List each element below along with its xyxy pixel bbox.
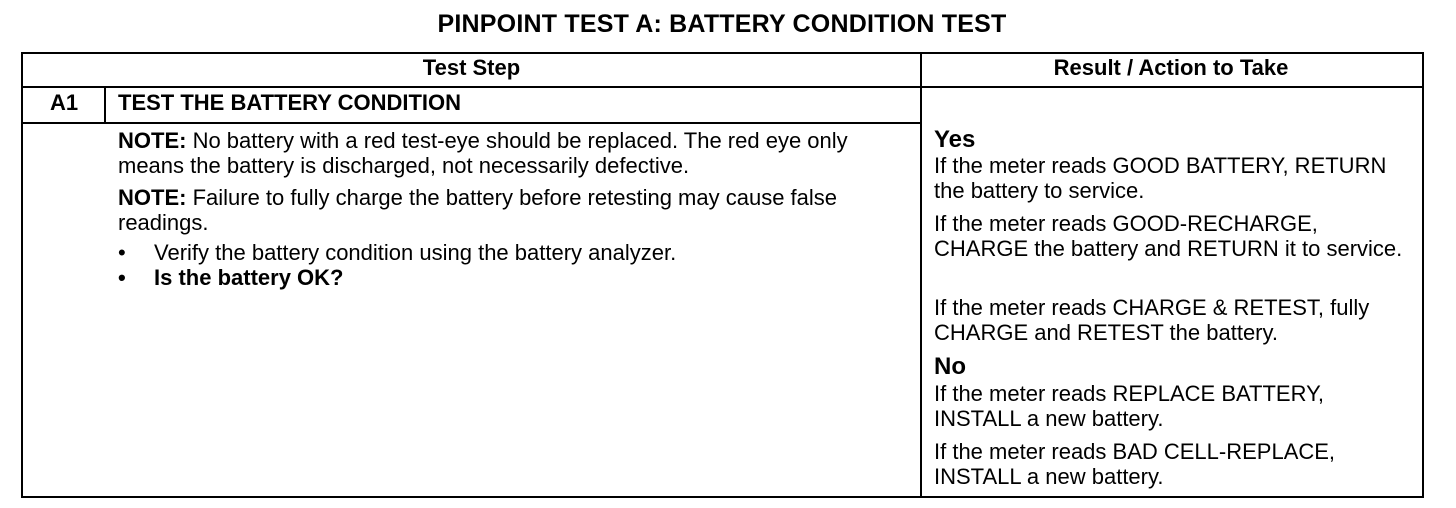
header-result-action: Result / Action to Take [1053, 55, 1289, 80]
result-yes-item: If the meter reads GOOD BATTERY, RETURN the battery to service. [934, 153, 1387, 203]
bullet-item-question [118, 265, 343, 290]
header-divider [21, 86, 1422, 88]
column-divider [920, 52, 922, 496]
bullet-dot-icon: • [118, 240, 126, 265]
result-yes-item: If the meter reads CHARGE & RETEST, fully CHARGE and RETEST the battery. [934, 295, 1370, 345]
result-no-item: If the meter reads BAD CELL-REPLACE, INSTALL a new battery. [934, 439, 1336, 489]
result-no-label: No [934, 353, 966, 380]
note-label: NOTE: [118, 185, 187, 210]
header-test-step: Test Step [422, 55, 521, 80]
result-yes-item: If the meter reads GOOD-RECHARGE, CHARGE the battery and RETURN it to service. [934, 211, 1403, 261]
step-title-divider [21, 122, 922, 124]
step-id: A1 [49, 90, 79, 115]
note-1 [118, 128, 908, 178]
bullet-text: Is the battery OK? [154, 265, 344, 290]
bullet-item [118, 240, 676, 265]
result-yes-label: Yes [934, 126, 976, 153]
note-text: No battery with a red test-eye should be replaced. The red eye only means the battery is discharged, not necessarily defective. [118, 128, 848, 178]
bullet-dot-icon: • [118, 265, 126, 290]
note-label: NOTE: [118, 128, 187, 153]
note-2 [118, 185, 908, 235]
note-text: Failure to fully charge the battery before retesting may cause false readings. [118, 185, 838, 235]
step-title: TEST THE BATTERY CONDITION [118, 90, 462, 115]
page-title: PINPOINT TEST A: BATTERY CONDITION TEST [437, 10, 1007, 38]
bullet-text: Verify the battery condition using the battery analyzer. [154, 240, 677, 265]
result-no-item: If the meter reads REPLACE BATTERY, INSTALL a new battery. [934, 381, 1325, 431]
